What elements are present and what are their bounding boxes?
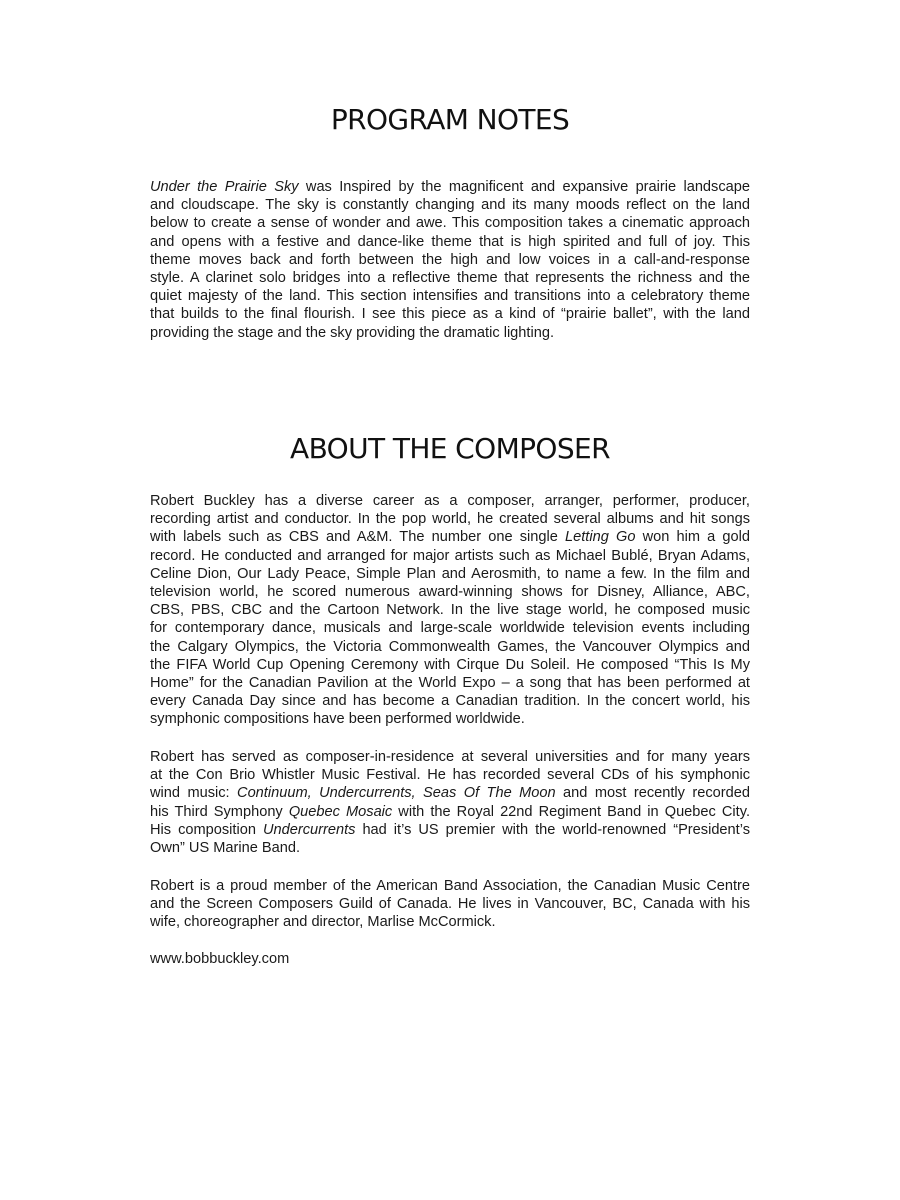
text-run: Robert Buckley has a diverse career as a composer, arranger, performer, producer, bbox=[150, 493, 750, 509]
text-run: wife, choreographer and director, Marlise McCormick. bbox=[150, 914, 496, 931]
text-run: record. He conducted and arranged for major artists such as Michael Bublé, Bryan Adams, bbox=[150, 547, 750, 564]
text-line bbox=[150, 674, 750, 692]
text-run: Celine Dion, Our Lady Peace, Simple Plan and Aerosmith, to name a few. In the film and bbox=[150, 565, 750, 582]
text-run: Robert has served as composer-in-residence at several universities and for many years bbox=[150, 749, 750, 765]
text-line bbox=[150, 638, 750, 656]
text-run: with labels such as CBS and A&M. The number one single bbox=[150, 529, 565, 546]
text-line bbox=[150, 656, 750, 674]
text-line bbox=[150, 528, 750, 546]
text-line bbox=[150, 492, 750, 510]
italic-title: Undercurrents bbox=[262, 821, 356, 838]
text-line bbox=[150, 839, 750, 857]
text-run: the FIFA World Cup Opening Ceremony with Cirque Du Soleil. He composed “This Is My bbox=[150, 656, 750, 673]
text-run: wind music: bbox=[150, 785, 238, 802]
text-run: that builds to the final flourish. I see this piece as a kind of “prairie ballet”, with the land bbox=[150, 306, 750, 323]
text-run: Home” for the Canadian Pavilion at the World Expo – a song that has been performed at bbox=[150, 675, 750, 692]
text-run: won him a gold bbox=[635, 529, 751, 546]
text-run: style. A clarinet solo bridges into a reflective theme that represents the richness and the bbox=[150, 270, 750, 287]
text-line bbox=[150, 233, 750, 251]
text-run: His composition bbox=[150, 821, 263, 838]
program-notes-paragraph bbox=[150, 178, 750, 342]
text-line bbox=[150, 766, 750, 784]
italic-title: Letting Go bbox=[565, 529, 636, 546]
text-run: Own” US Marine Band. bbox=[150, 840, 301, 857]
text-line bbox=[150, 565, 750, 583]
text-run: symphonic compositions have been performed worldwide. bbox=[150, 711, 525, 728]
text-run: below to create a sense of wonder and awe. This composition takes a cinematic approach bbox=[150, 215, 750, 232]
text-line bbox=[150, 692, 750, 710]
text-run: and the Screen Composers Guild of Canada. He lives in Vancouver, BC, Canada with his bbox=[150, 896, 750, 913]
text-run: Robert is a proud member of the American Band Association, the Canadian Music Centre bbox=[150, 878, 750, 894]
text-line bbox=[150, 895, 750, 913]
text-line bbox=[150, 619, 750, 637]
text-line bbox=[150, 251, 750, 269]
text-line bbox=[150, 748, 750, 766]
text-run: had it’s US premier with the world-renowned “President’s bbox=[355, 821, 750, 838]
program-notes-heading: PROGRAM NOTES bbox=[330, 103, 570, 136]
text-line bbox=[150, 710, 750, 728]
text-run: his Third Symphony bbox=[150, 803, 289, 820]
text-line bbox=[150, 324, 750, 342]
text-line bbox=[150, 583, 750, 601]
text-line bbox=[150, 287, 750, 305]
text-run: television world, he scored numerous award-winning shows for Disney, Alliance, ABC, bbox=[150, 584, 750, 601]
text-run: and opens with a festive and dance-like theme that is high spirited and full of joy. This bbox=[150, 233, 750, 250]
bio-paragraph-residencies bbox=[150, 748, 750, 857]
text-line bbox=[150, 214, 750, 232]
text-line bbox=[150, 784, 750, 802]
composer-website-link[interactable]: www.bobbuckley.com bbox=[150, 951, 290, 967]
text-line bbox=[150, 510, 750, 528]
text-line bbox=[150, 601, 750, 619]
text-run: recording artist and conductor. In the pop world, he created several albums and hit songs bbox=[150, 511, 750, 528]
text-line bbox=[150, 913, 750, 931]
text-run: at the Con Brio Whistler Music Festival. He has recorded several CDs of his symphonic bbox=[150, 767, 750, 784]
bio-paragraph-memberships bbox=[150, 877, 750, 932]
text-line bbox=[150, 196, 750, 214]
text-line bbox=[150, 821, 750, 839]
text-run: and most recently recorded bbox=[555, 785, 750, 802]
italic-title: Continuum, Undercurrents, Seas Of The Moon bbox=[237, 785, 556, 802]
text-run: theme moves back and forth between the high and low voices in a call-and-response bbox=[150, 251, 750, 268]
text-line bbox=[150, 178, 750, 196]
text-run: and cloudscape. The sky is constantly changing and its many moods reflect on the land bbox=[150, 197, 750, 214]
bio-paragraph-career bbox=[150, 492, 750, 729]
text-line bbox=[150, 877, 750, 895]
text-run: CBS, PBS, CBC and the Cartoon Network. In the live stage world, he composed music bbox=[150, 602, 750, 619]
text-run: was Inspired by the magnificent and expansive prairie landscape bbox=[298, 179, 750, 195]
text-line bbox=[150, 547, 750, 565]
text-line bbox=[150, 269, 750, 287]
italic-title: Under the Prairie Sky bbox=[150, 179, 299, 195]
text-run: with the Royal 22nd Regiment Band in Quebec City. bbox=[392, 803, 750, 820]
text-run: quiet majesty of the land. This section intensifies and transitions into a celebratory theme bbox=[150, 288, 750, 305]
text-run: the Calgary Olympics, the Victoria Commonwealth Games, the Vancouver Olympics and bbox=[150, 638, 750, 655]
text-line bbox=[150, 305, 750, 323]
text-line bbox=[150, 803, 750, 821]
text-run: providing the stage and the sky providing the dramatic lighting. bbox=[150, 324, 555, 341]
text-run: every Canada Day since and has become a Canadian tradition. In the concert world, his bbox=[150, 693, 750, 710]
italic-title: Quebec Mosaic bbox=[288, 803, 393, 820]
text-run: for contemporary dance, musicals and large-scale worldwide television events including bbox=[150, 620, 750, 637]
about-composer-heading: ABOUT THE COMPOSER bbox=[290, 432, 610, 465]
